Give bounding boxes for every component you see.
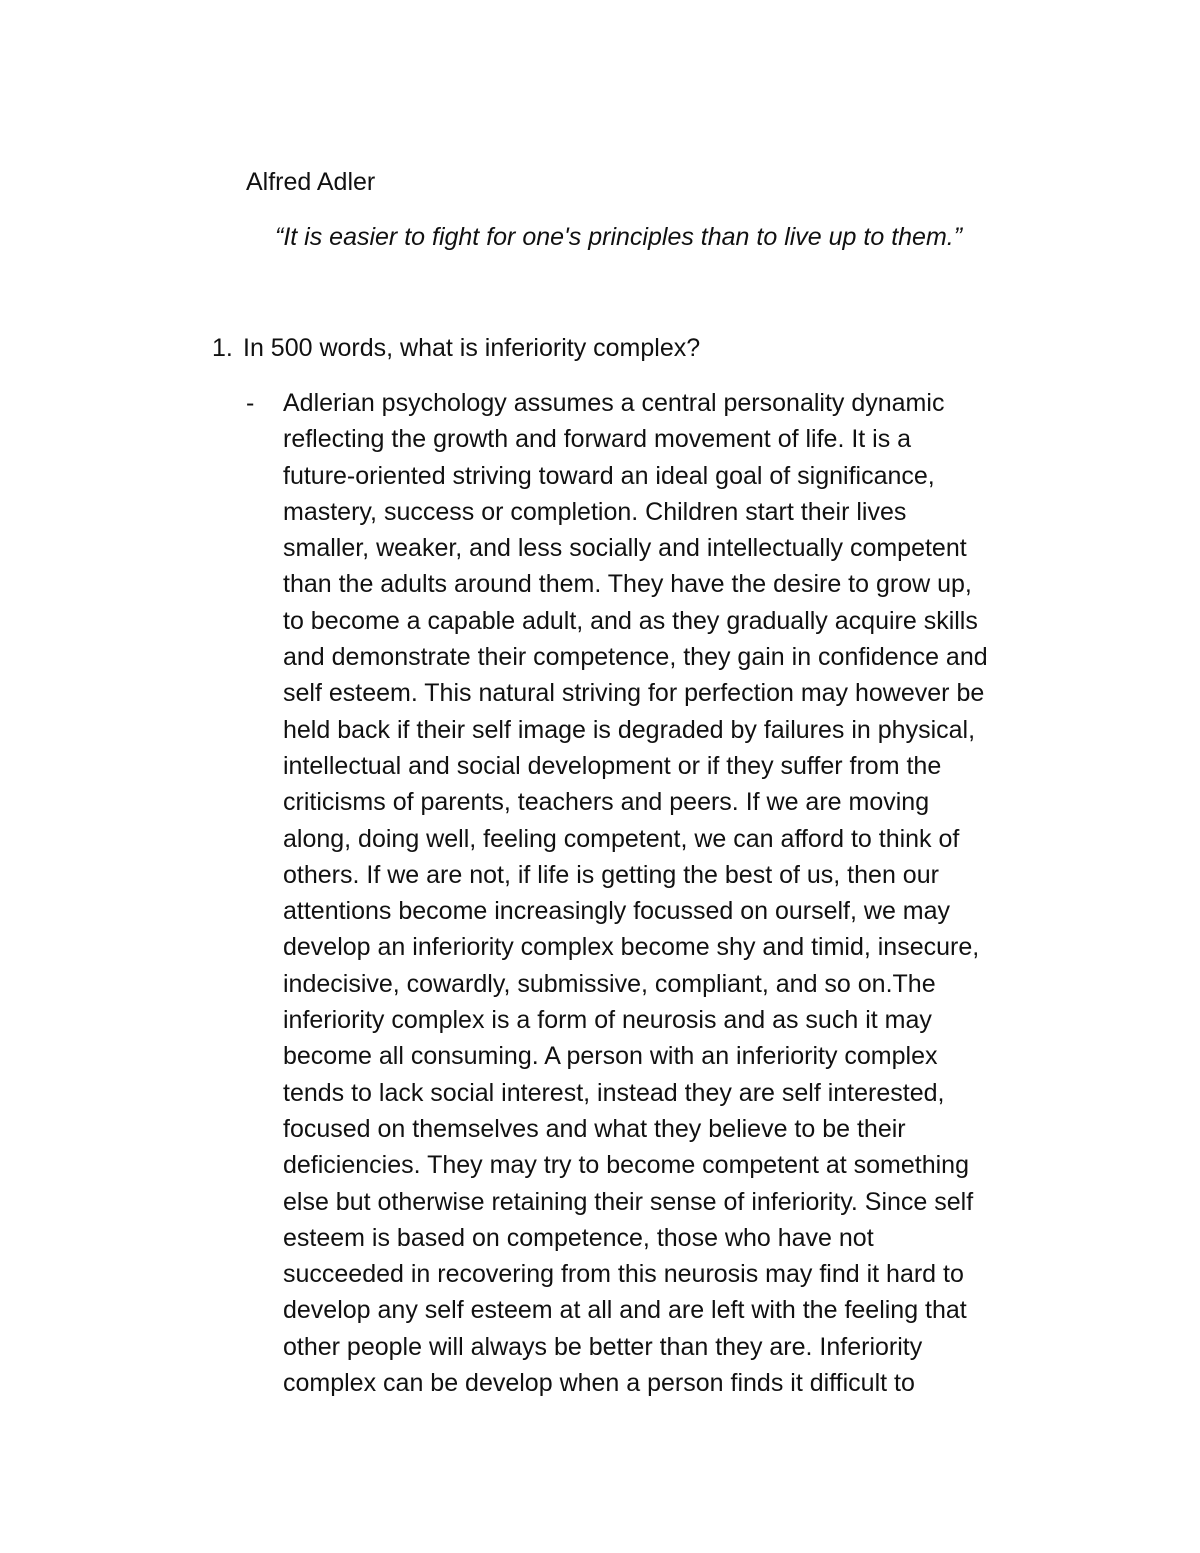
answer-line: inferiority complex is a form of neurosis and as such it may <box>283 1006 932 1035</box>
answer-line: develop any self esteem at all and are left with the feeling that <box>283 1296 967 1325</box>
answer-line: mastery, success or completion. Children start their lives <box>283 497 907 526</box>
answer-line: attentions become increasingly focussed on ourself, we may <box>283 897 951 926</box>
answer-line: deficiencies. They may try to become competent at something <box>283 1151 969 1180</box>
answer-line: future-oriented striving toward an ideal goal of significance, <box>283 461 935 490</box>
answer-line: smaller, weaker, and less socially and intellectually competent <box>283 534 967 563</box>
question-item <box>212 331 700 365</box>
answer-line: reflecting the growth and forward movement of life. It is a <box>283 425 912 454</box>
answer-line: else but otherwise retaining their sense of inferiority. Since self <box>283 1187 974 1216</box>
answer-line: esteem is based on competence, those who have not <box>283 1223 874 1252</box>
quote-text: “It is easier to fight for one's principles than to live up to them.” <box>275 223 963 251</box>
answer-paragraph <box>283 385 1073 1401</box>
answer-line: indecisive, cowardly, submissive, compliant, and so on.The <box>283 969 936 998</box>
answer-line: than the adults around them. They have the desire to grow up, <box>283 570 972 599</box>
answer-line: others. If we are not, if life is getting the best of us, then our <box>283 860 939 889</box>
answer-line: become all consuming. A person with an inferiority complex <box>283 1042 938 1071</box>
answer-line: other people will always be better than they are. Inferiority <box>283 1332 923 1361</box>
question-text: In 500 words, what is inferiority complex? <box>243 334 701 362</box>
answer-line: self esteem. This natural striving for perfection may however be <box>283 679 985 708</box>
question-number: 1. <box>212 334 233 362</box>
answer-line: along, doing well, feeling competent, we can afford to think of <box>283 824 960 853</box>
answer-line: complex can be develop when a person finds it difficult to <box>283 1369 915 1398</box>
answer-line: and demonstrate their competence, they gain in confidence and <box>283 643 988 672</box>
answer-line: focused on themselves and what they believe to be their <box>283 1114 906 1143</box>
answer-line: criticisms of parents, teachers and peers. If we are moving <box>283 788 930 817</box>
answer-line: Adlerian psychology assumes a central personality dynamic <box>283 389 945 417</box>
answer-line: intellectual and social development or if they suffer from the <box>283 751 942 780</box>
answer-bullet: - <box>246 389 255 417</box>
answer-line: to become a capable adult, and as they gradually acquire skills <box>283 606 978 635</box>
answer-line: develop an inferiority complex become shy and timid, insecure, <box>283 933 980 962</box>
answer-line: tends to lack social interest, instead they are self interested, <box>283 1078 945 1107</box>
answer-line: succeeded in recovering from this neurosis may find it hard to <box>283 1260 964 1289</box>
author-heading: Alfred Adler <box>246 168 376 196</box>
answer-line: held back if their self image is degraded by failures in physical, <box>283 715 976 744</box>
